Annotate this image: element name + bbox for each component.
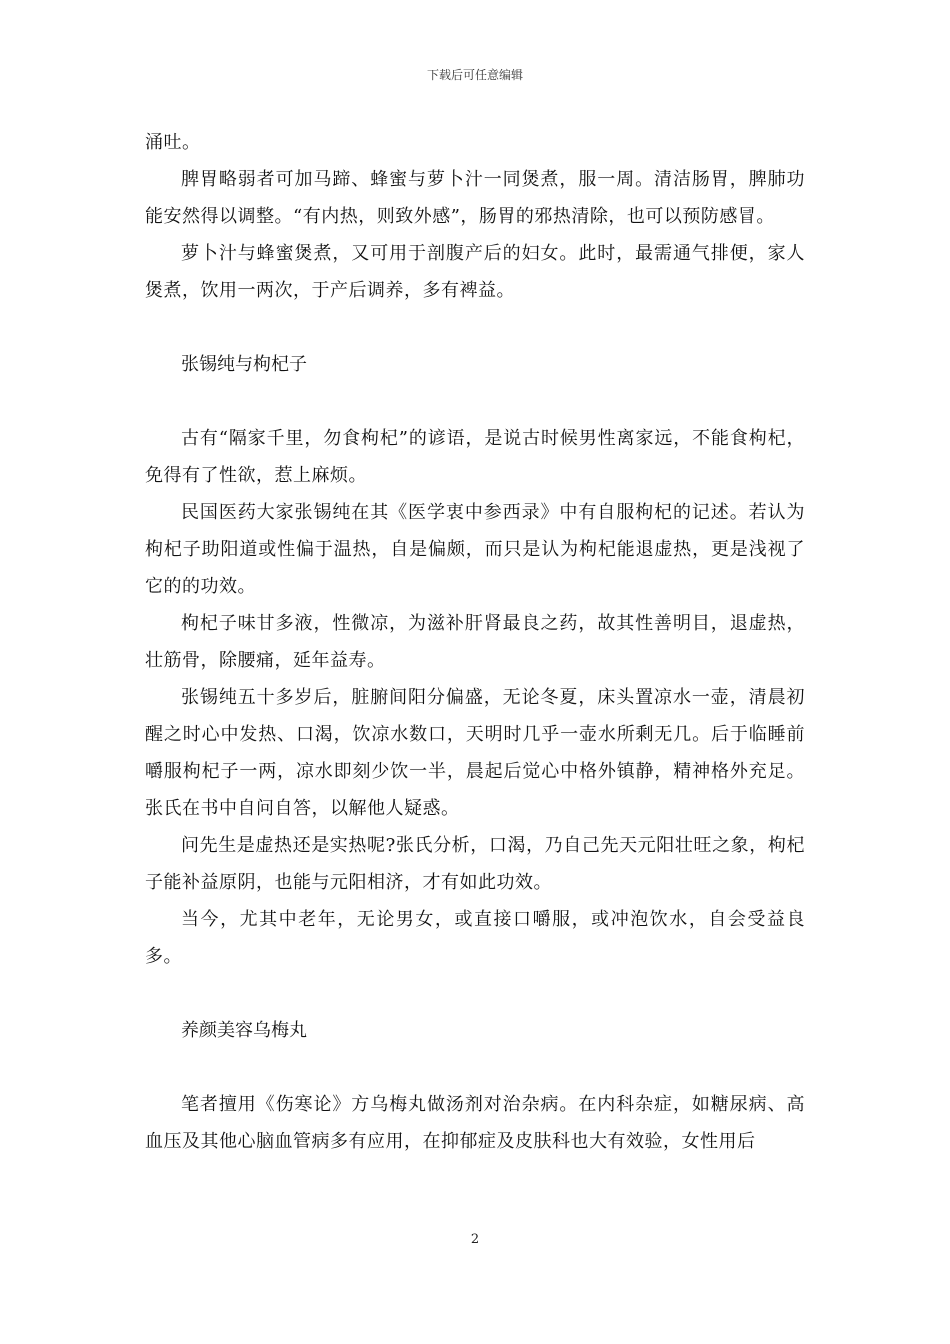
paragraph-today: 当今，尤其中老年，无论男女，或直接口嚼服，或冲泡饮水，自会受益良多。 — [145, 909, 805, 967]
spacer — [145, 309, 805, 346]
document-body — [145, 124, 805, 1160]
paragraph-zhang-record: 民国医药大家张锡纯在其《医学衷中参西录》中有自服枸杞的记述。若认为枸杞子助阳道或性偏于温热，自是偏颇，而只是认为枸杞能退虚热，更是浅视了它的的功效。 — [145, 502, 805, 597]
paragraph-wumei-usage: 笔者擅用《伤寒论》方乌梅丸做汤剂对治杂病。在内科杂症，如糖尿病、高血压及其他心脑血管病多有应用，在抑郁症及皮肤科也大有效验，女性用后 — [145, 1094, 805, 1152]
page-header: 下载后可任意编辑 — [426, 68, 523, 82]
section-heading-wumei-pill: 养颜美容乌梅丸 — [181, 1020, 307, 1041]
section-heading-zhang-xichun: 张锡纯与枸杞子 — [181, 354, 307, 375]
paragraph-radish-honey: 萝卜汁与蜂蜜煲煮，又可用于剖腹产后的妇女。此时，最需通气排便，家人煲煮，饮用一两次，于产后调养，多有裨益。 — [145, 243, 805, 301]
spacer — [145, 383, 805, 420]
paragraph-zhang-experience: 张锡纯五十多岁后，脏腑间阳分偏盛，无论冬夏，床头置凉水一壶，清晨初醒之时心中发热、口渴，饮凉水数口，天明时几乎一壶水所剩无几。后于临睡前嚼服枸杞子一两，凉水即刻少饮一半，晨起后觉心中格外镇静，精神格外充足。张氏在书中自问自答，以解他人疑惑。 — [145, 687, 805, 819]
page-number: 2 — [470, 1232, 480, 1247]
paragraph-wolfberry-properties: 枸杞子味甘多液，性微凉，为滋补肝肾最良之药，故其性善明目，退虚热，壮筋骨，除腰痛，延年益寿。 — [145, 613, 805, 671]
spacer — [145, 1049, 805, 1086]
spacer — [145, 975, 805, 1012]
paragraph-continuation: 涌吐。 — [145, 132, 201, 153]
paragraph-proverb: 古有“隔家千里，勿食枸杞”的谚语，是说古时候男性离家远，不能食枸杞，免得有了性欲，惹上麻烦。 — [145, 428, 805, 486]
paragraph-spleen-stomach: 脾胃略弱者可加马蹄、蜂蜜与萝卜汁一同煲煮，服一周。清洁肠胃，脾肺功能安然得以调整。“有内热，则致外感”，肠胃的邪热清除，也可以预防感冒。 — [145, 169, 805, 227]
paragraph-question: 问先生是虚热还是实热呢?张氏分析，口渴，乃自己先天元阳壮旺之象，枸杞子能补益原阴，也能与元阳相济，才有如此功效。 — [145, 835, 805, 893]
